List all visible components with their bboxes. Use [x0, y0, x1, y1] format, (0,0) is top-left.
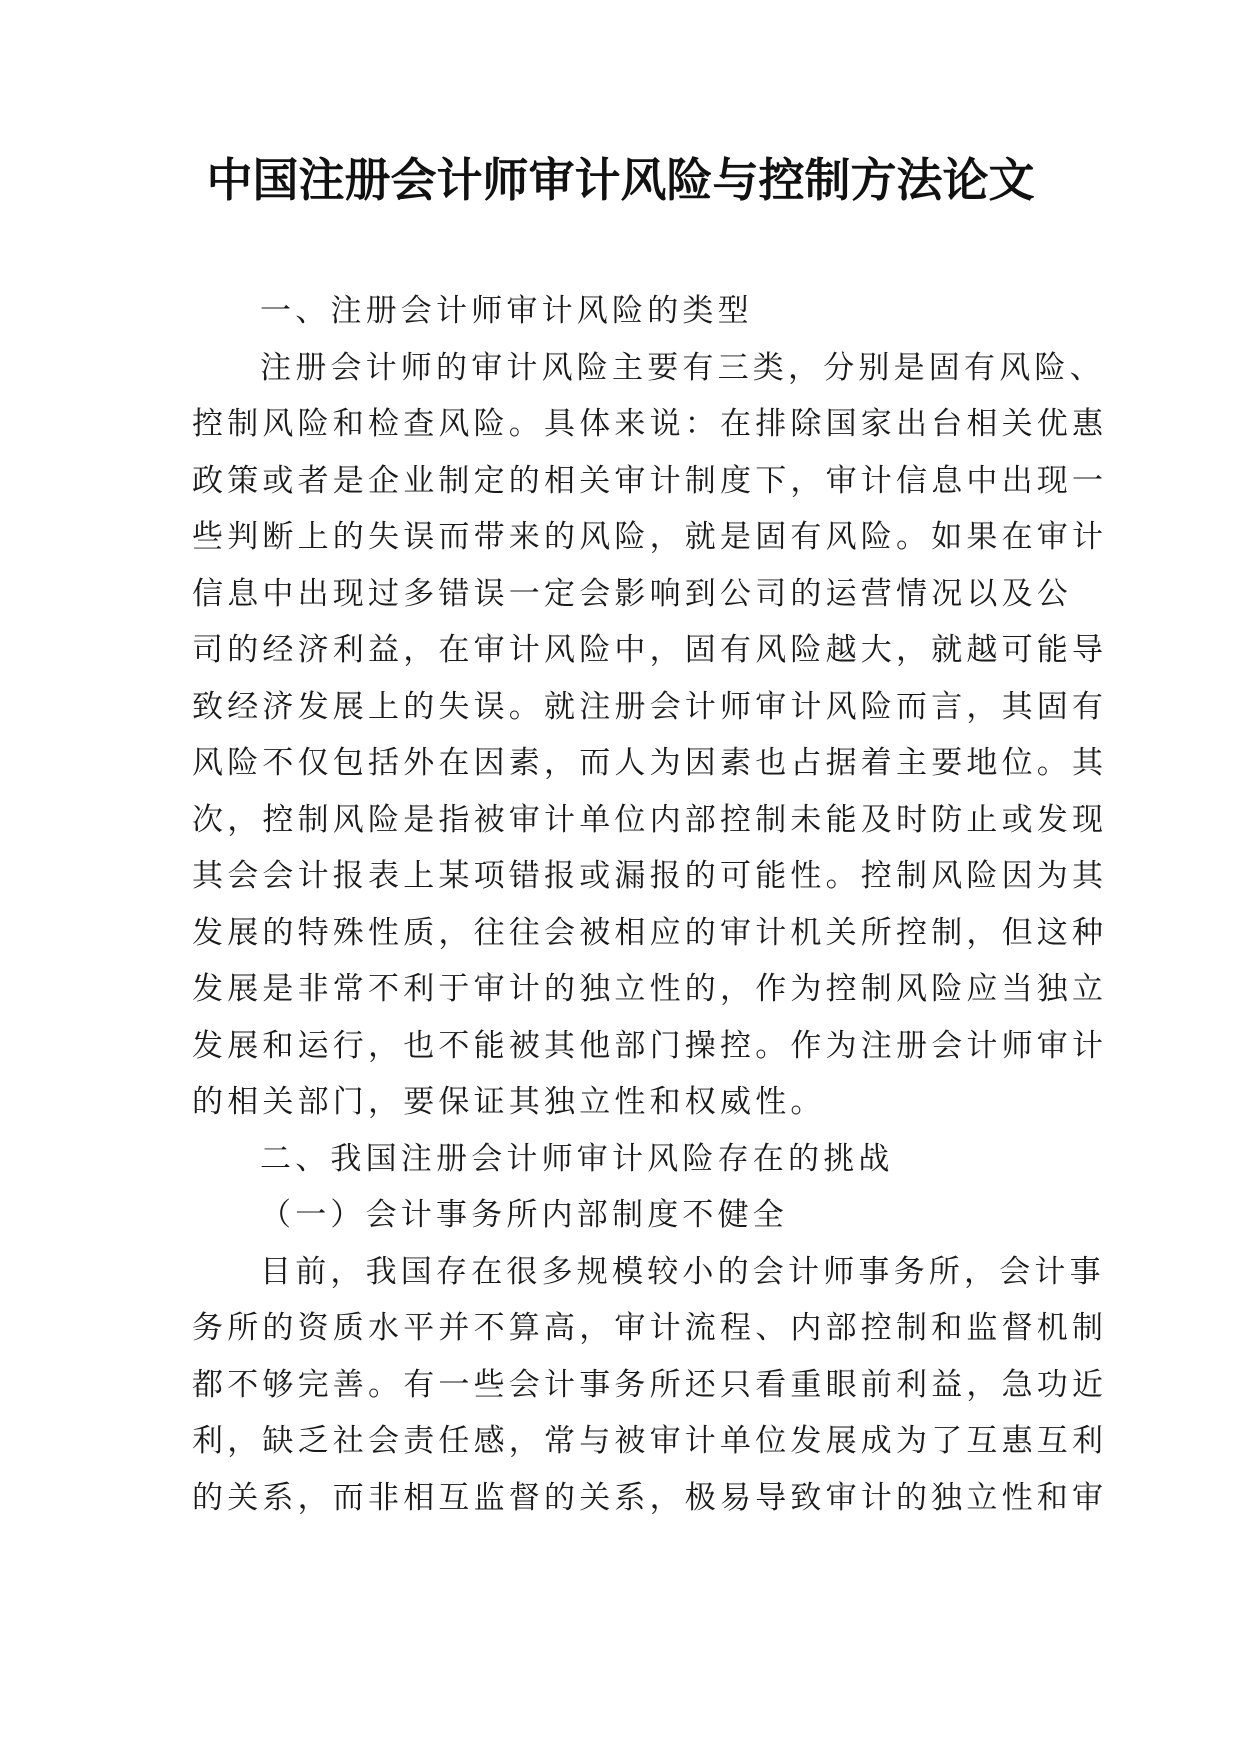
paragraph-line: 政策或者是企业制定的相关审计制度下，审计信息中出现一 [192, 462, 1108, 499]
paragraph-line: 利，缺乏社会责任感，常与被审计单位发展成为了互惠互利 [192, 1423, 1108, 1459]
paragraph-line: 的关系，而非相互监督的关系，极易导致审计的独立性和审 [192, 1479, 1108, 1516]
document-body [192, 283, 1108, 1526]
paragraph-line: 司的经济利益，在审计风险中，固有风险越大，就越可能导 [192, 632, 1108, 668]
paragraph-line: 致经济发展上的失误。就注册会计师审计风险而言，其固有 [192, 688, 1108, 725]
section-heading-2: 二、我国注册会计师审计风险存在的挑战 [260, 1140, 894, 1177]
paragraph-line: 务所的资质水平并不算高，审计流程、内部控制和监督机制 [192, 1310, 1108, 1346]
paragraph-line: 次，控制风险是指被审计单位内部控制未能及时防止或发现 [192, 801, 1108, 838]
paragraph-line: 信息中出现过多错误一定会影响到公司的运营情况以及公 [192, 575, 1072, 612]
paragraph-line: 其会会计报表上某项错报或漏报的可能性。控制风险因为其 [192, 858, 1108, 894]
paragraph-line: 发展的特殊性质，往往会被相应的审计机关所控制，但这种 [192, 914, 1108, 951]
document-title: 中国注册会计师审计风险与控制方法论文 [206, 153, 1035, 207]
paragraph-line: 发展是非常不利于审计的独立性的，作为控制风险应当独立 [192, 971, 1108, 1007]
paragraph-line: 发展和运行，也不能被其他部门操控。作为注册会计师审计 [192, 1027, 1108, 1064]
paragraph-line: 都不够完善。有一些会计事务所还只看重眼前利益，急功近 [192, 1366, 1108, 1403]
subsection-heading-1: （一）会计事务所内部制度不健全 [260, 1197, 788, 1233]
paragraph-line: 注册会计师的审计风险主要有三类，分别是固有风险、 [260, 349, 1105, 386]
paragraph-line: 些判断上的失误而带来的风险，就是固有风险。如果在审计 [192, 519, 1108, 555]
paragraph-line: 风险不仅包括外在因素，而人为因素也占据着主要地位。其 [192, 745, 1108, 781]
paragraph-line: 目前，我国存在很多规模较小的会计师事务所，会计事 [260, 1253, 1105, 1290]
paragraph-line: 的相关部门，要保证其独立性和权威性。 [192, 1084, 826, 1120]
paragraph-line: 控制风险和检查风险。具体来说：在排除国家出台相关优惠 [192, 406, 1108, 442]
section-heading-1: 一、注册会计师审计风险的类型 [260, 293, 753, 329]
